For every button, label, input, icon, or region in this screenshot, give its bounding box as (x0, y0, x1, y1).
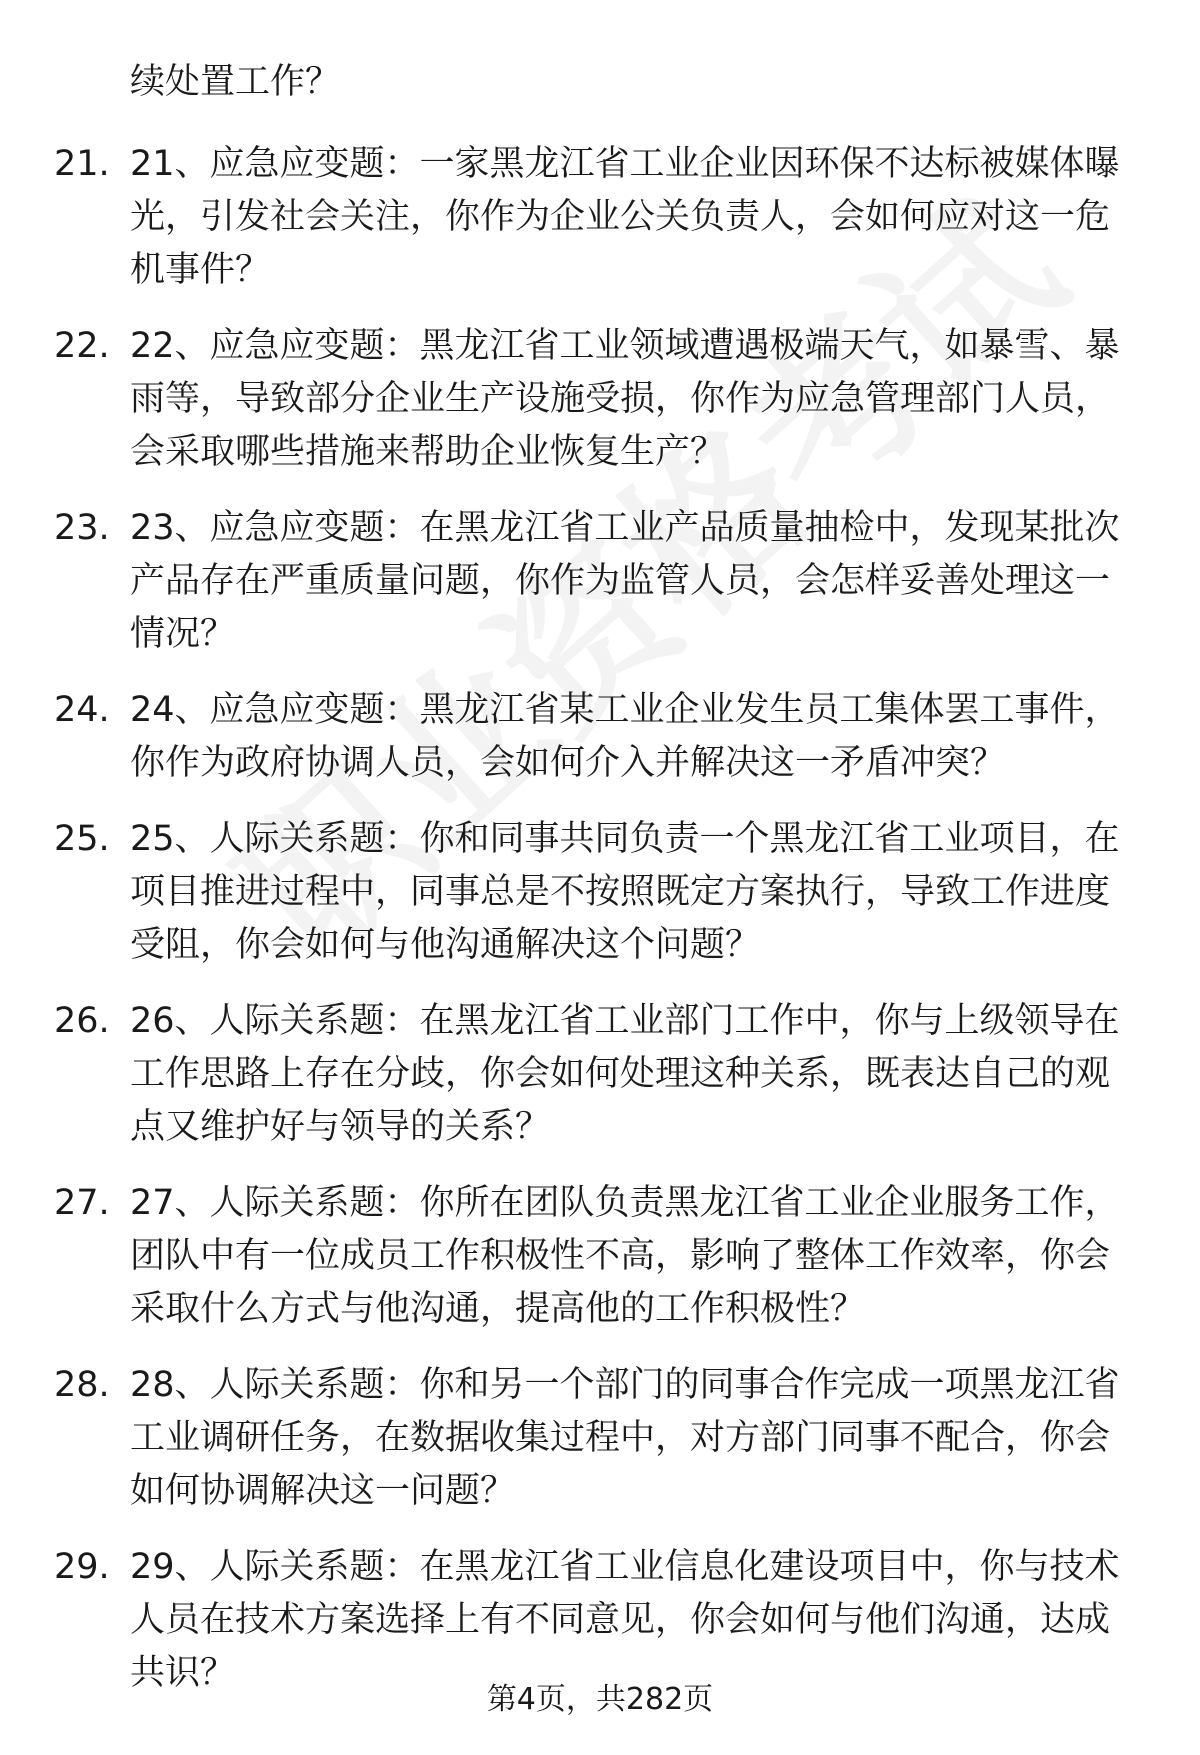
question-line: 雨等，导致部分企业生产设施受损，你作为应急管理部门人员， (130, 379, 1111, 419)
question-line: 共识？ (130, 1653, 236, 1693)
question-number: 29. (54, 1547, 110, 1587)
question-line: 点又维护好与领导的关系？ (130, 1107, 551, 1147)
question-line: 情况？ (130, 614, 236, 654)
question-line: 27、人际关系题：你所在团队负责黑龙江省工业企业服务工作， (130, 1183, 1120, 1223)
question-line: 团队中有一位成员工作积极性不高，影响了整体工作效率，你会 (130, 1236, 1111, 1276)
question-text (130, 813, 1140, 972)
question-line: 21、应急应变题：一家黑龙江省工业企业因环保不达标被媒体曝 (130, 144, 1120, 184)
question-item (0, 1359, 1200, 1511)
question-line: 工业调研任务，在数据收集过程中，对方部门同事不配合，你会 (130, 1418, 1111, 1458)
question-line: 光，引发社会关注，你作为企业公关负责人，会如何应对这一危 (130, 197, 1111, 237)
question-line: 机事件？ (130, 250, 271, 290)
question-line: 如何协调解决这一问题？ (130, 1471, 516, 1511)
question-number: 24. (54, 690, 110, 730)
question-line: 受阻，你会如何与他沟通解决这个问题？ (130, 925, 761, 965)
question-line: 24、应急应变题：黑龙江省某工业企业发生员工集体罢工事件， (130, 690, 1120, 730)
question-item (0, 995, 1200, 1147)
question-text (130, 1541, 1140, 1700)
question-text (130, 502, 1140, 661)
question-line: 28、人际关系题：你和另一个部门的同事合作完成一项黑龙江省 (130, 1365, 1120, 1405)
question-line: 22、应急应变题：黑龙江省工业领域遭遇极端天气，如暴雪、暴 (130, 326, 1120, 366)
question-line: 29、人际关系题：在黑龙江省工业信息化建设项目中，你与技术 (130, 1547, 1120, 1587)
question-line: 你作为政府协调人员，会如何介入并解决这一矛盾冲突？ (130, 743, 1006, 783)
question-number: 27. (54, 1183, 110, 1223)
question-item (0, 684, 1200, 783)
question-line: 会采取哪些措施来帮助企业恢复生产？ (130, 432, 726, 472)
question-item (0, 502, 1200, 654)
continuation-text: 续处置工作？ (130, 62, 341, 102)
question-number: 26. (54, 1001, 110, 1041)
question-text (130, 1177, 1140, 1336)
question-line: 项目推进过程中，同事总是不按照既定方案执行，导致工作进度 (130, 872, 1111, 912)
question-item (0, 1541, 1200, 1693)
question-text (130, 684, 1140, 790)
question-line: 26、人际关系题：在黑龙江省工业部门工作中，你与上级领导在 (130, 1001, 1120, 1041)
question-line: 23、应急应变题：在黑龙江省工业产品质量抽检中，发现某批次 (130, 508, 1120, 548)
question-number: 23. (54, 508, 110, 548)
question-number: 25. (54, 819, 110, 859)
question-text (130, 995, 1140, 1154)
question-number: 28. (54, 1365, 110, 1405)
question-text (130, 138, 1140, 297)
question-number: 21. (54, 144, 110, 184)
question-text (130, 320, 1140, 479)
question-text (130, 1359, 1140, 1518)
question-line: 25、人际关系题：你和同事共同负责一个黑龙江省工业项目，在 (130, 819, 1120, 859)
question-item (0, 1177, 1200, 1329)
question-line: 采取什么方式与他沟通，提高他的工作积极性？ (130, 1289, 866, 1329)
question-item (0, 813, 1200, 965)
page-footer: 第4页，共282页 (486, 1682, 714, 1717)
question-line: 工作思路上存在分歧，你会如何处理这种关系，既表达自己的观 (130, 1054, 1111, 1094)
question-number: 22. (54, 326, 110, 366)
question-line: 产品存在严重质量问题，你作为监管人员，会怎样妥善处理这一 (130, 561, 1111, 601)
question-list (0, 138, 1200, 1723)
question-item (0, 138, 1200, 290)
question-line: 人员在技术方案选择上有不同意见，你会如何与他们沟通，达成 (130, 1600, 1111, 1640)
question-item (0, 320, 1200, 472)
